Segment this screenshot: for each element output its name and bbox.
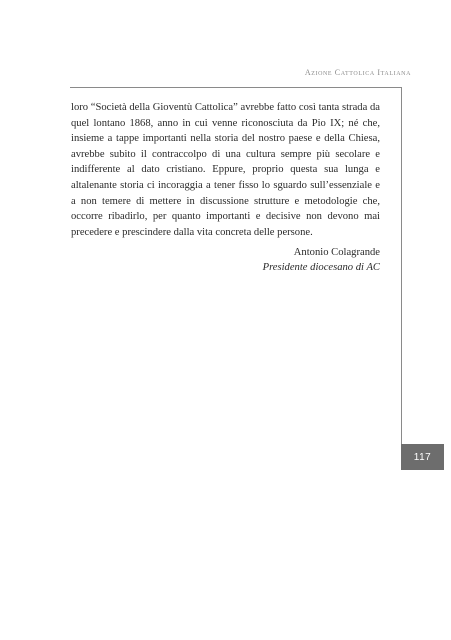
signature-block [263,245,380,275]
signature-role: Presidente diocesano di AC [262,262,380,273]
header-rule [70,87,402,88]
signature-name: Antonio Colagrande [293,247,380,258]
running-head: Azione Cattolica Italiana [304,68,411,77]
page-number: 117 [413,451,432,463]
margin-rule [401,87,402,444]
page-number-tab [401,444,444,470]
body-paragraph: loro “Società della Gioventù Cattolica” avrebbe fatto così tanta strada da quel lontano 1868, anno in cui venne riconosciuta da Pio IX; né che, insieme a tappe importanti nella storia del nostro paese e della Chiesa, avrebbe subito il contraccolpo di una cultura sempre più secolare e indifferente al dato cristiano. Eppure, proprio questa sua lunga e altalenante storia ci incoraggia a tener fisso lo sguardo sull’essenziale e a non temere di mettere in discussione strutture e metodologie che, occorre ribadirlo, per quanto importanti e decisive non devono mai precedere e prescindere dalla vita concreta delle persone. [71,102,380,238]
